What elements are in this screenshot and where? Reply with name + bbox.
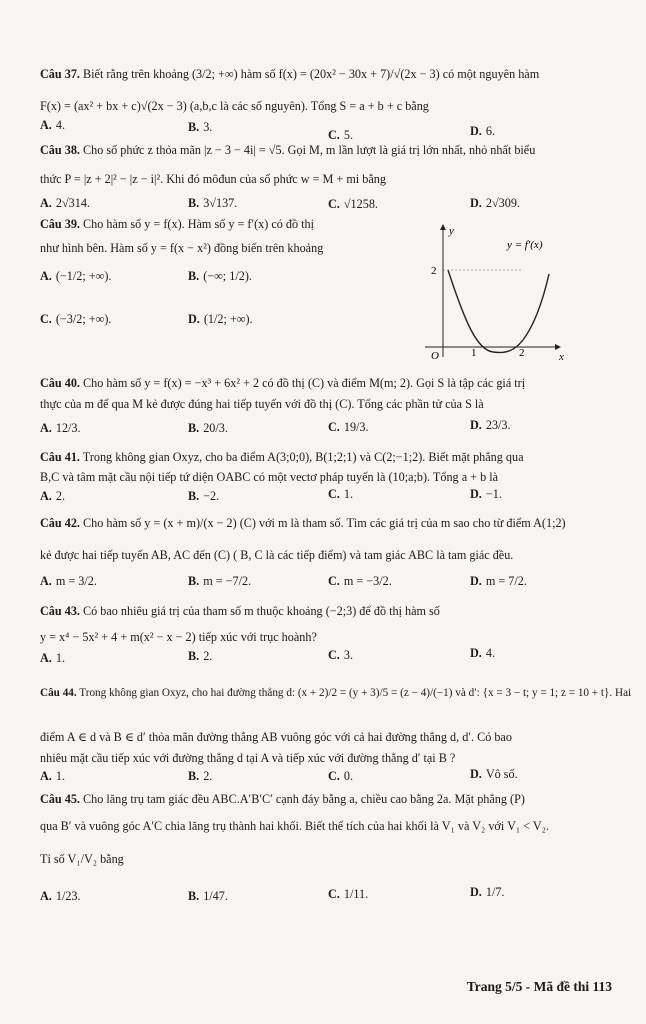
question-45-line-2: qua B′ và vuông góc A′C chia lăng trụ thành hai khối. Biết thể tích của hai khối là V₁ và V₂ với V₁ < V₂. [40, 819, 549, 833]
question-40-line-1: Câu 40. Cho hàm số y = f(x) = −x³ + 6x² + 2 có đồ thị (C) và điểm M(m; 2). Gọi S là tập các giá trị [40, 376, 526, 390]
question-45-line-3: Tỉ số V₁/V₂ bằng [40, 852, 124, 866]
question-39-option-b: B. (−∞; 1/2). [188, 269, 252, 283]
question-42-option-d: D. m = 7/2. [470, 574, 527, 588]
question-41-option-b: B. −2. [188, 489, 220, 503]
question-39-line-2: như hình bên. Hàm số y = f(x − x²) đồng biến trên khoảng [40, 241, 324, 255]
question-37-option-d: D. 6. [470, 124, 495, 138]
question-40-option-b: B. 20/3. [188, 421, 228, 435]
question-43-option-d: D. 4. [470, 646, 495, 660]
question-41-line-2: B,C và tâm mặt cầu nội tiếp tứ diện OABC có một vectơ pháp tuyến là (10;a;b). Tổng a + b là [40, 470, 499, 484]
question-42-option-b: B. m = −7/2. [188, 574, 252, 588]
question-38-option-a: A. 2√314. [40, 196, 90, 210]
question-40-option-d: D. 23/3. [470, 418, 511, 432]
question-44-option-c: C. 0. [328, 769, 353, 783]
tick-y-2: 2 [431, 265, 437, 277]
tick-x-1: 1 [471, 347, 477, 359]
question-45-option-c: C. 1/11. [328, 887, 369, 901]
question-43-option-b: B. 2. [188, 649, 213, 663]
question-44-option-b: B. 2. [188, 769, 213, 783]
question-39-line-1: Câu 39. Cho hàm số y = f(x). Hàm số y = f′(x) có đồ thị [40, 217, 315, 231]
x-axis-label: x [559, 351, 564, 362]
question-42-option-c: C. m = −3/2. [328, 574, 392, 588]
question-38-option-b: B. 3√137. [188, 196, 238, 210]
question-40-option-a: A. 12/3. [40, 421, 81, 435]
question-38-option-d: D. 2√309. [470, 196, 520, 210]
y-axis-label: y [449, 225, 454, 237]
question-37-line-2: F(x) = (ax² + bx + c)√(2x − 3) (a,b,c là các số nguyên). Tổng S = a + b + c bằng [40, 99, 429, 113]
question-39-option-c: C. (−3/2; +∞). [40, 312, 112, 326]
question-43-option-c: C. 3. [328, 648, 353, 662]
question-label: Câu 37. [40, 67, 80, 81]
function-label: y = f′(x) [507, 239, 543, 251]
question-41-option-d: D. −1. [470, 487, 502, 501]
question-43-option-a: A. 1. [40, 651, 65, 665]
question-44-line-1: Câu 44. Trong không gian Oxyz, cho hai đường thẳng d: (x + 2)/2 = (y + 3)/5 = (z − 4)/(−1) và d′: {x = 3 − t; y = 1; z = 10 + t}. Hai [40, 687, 632, 699]
question-40-line-2: thực của m để qua M kẻ được đúng hai tiếp tuyến với đồ thị (C). Tổng các phần tử của S là [40, 397, 484, 411]
question-42-line-2: kẻ được hai tiếp tuyến AB, AC đến (C) ( B, C là các tiếp điểm) và tam giác ABC là tam giác đều. [40, 548, 514, 562]
question-text: Biết rằng trên khoảng (3/2; +∞) hàm số f(x) = (20x² − 30x + 7)/√(2x − 3) có một nguyên hàm [83, 67, 540, 81]
question-37-option-b: B. 3. [188, 120, 213, 134]
question-41-option-a: A. 2. [40, 489, 65, 503]
question-44-line-3: nhiêu mặt cầu tiếp xúc với đường thẳng d tại A và tiếp xúc với đường thẳng d′ tại B ? [40, 751, 456, 765]
question-41-option-c: C. 1. [328, 487, 353, 501]
question-42-line-1: Câu 42. Cho hàm số y = (x + m)/(x − 2) (C) với m là tham số. Tìm các giá trị của m sao cho từ điểm A(1;2) [40, 516, 566, 530]
question-44-line-2: điểm A ∈ d và B ∈ d′ thỏa mãn đường thẳng AB vuông góc với cả hai đường thẳng d, d′. Có bao [40, 730, 512, 744]
question-39-option-d: D. (1/2; +∞). [188, 312, 253, 326]
question-38-option-c: C. √1258. [328, 197, 378, 211]
question-37-line-1 [40, 67, 539, 82]
question-38-line-2: thức P = |z + 2|² − |z − i|². Khi đó môđun của số phức w = M + mi bằng [40, 172, 386, 186]
question-43-line-2: y = x⁴ − 5x² + 4 + m(x² − x − 2) tiếp xúc với trục hoành? [40, 630, 317, 644]
derivative-curve [448, 270, 549, 353]
question-45-option-a: A. 1/23. [40, 889, 81, 903]
question-41-line-1: Câu 41. Trong không gian Oxyz, cho ba điểm A(3;0;0), B(1;2;1) và C(2;−1;2). Biết mặt phẳng qua [40, 450, 524, 464]
question-37-option-a: A. 4. [40, 118, 65, 132]
question-45-option-d: D. 1/7. [470, 885, 505, 899]
question-45-line-1: Câu 45. Cho lăng trụ tam giác đều ABC.A′B′C′ cạnh đáy bằng a, chiều cao bằng 2a. Mặt phẳng (P) [40, 792, 525, 806]
y-axis-arrow [440, 224, 446, 230]
question-44-option-d: D. Vô số. [470, 767, 518, 781]
derivative-graph [415, 222, 575, 362]
page-footer: Trang 5/5 - Mã đề thi 113 [466, 979, 612, 994]
question-39-option-a: A. (−1/2; +∞). [40, 269, 112, 283]
question-40-option-c: C. 19/3. [328, 420, 369, 434]
question-37-option-c: C. 5. [328, 128, 353, 142]
question-38-line-1: Câu 38. Cho số phức z thỏa mãn |z − 3 − 4i| = √5. Gọi M, m lần lượt là giá trị lớn nhất, nhỏ nhất biểu [40, 143, 536, 157]
question-42-option-a: A. m = 3/2. [40, 574, 97, 588]
x-axis-arrow [555, 344, 561, 350]
question-43-line-1: Câu 43. Có bao nhiêu giá trị của tham số m thuộc khoảng (−2;3) để đồ thị hàm số [40, 604, 440, 618]
origin-label: O [431, 350, 439, 362]
question-44-option-a: A. 1. [40, 769, 65, 783]
question-45-option-b: B. 1/47. [188, 889, 228, 903]
tick-x-2: 2 [519, 347, 525, 359]
